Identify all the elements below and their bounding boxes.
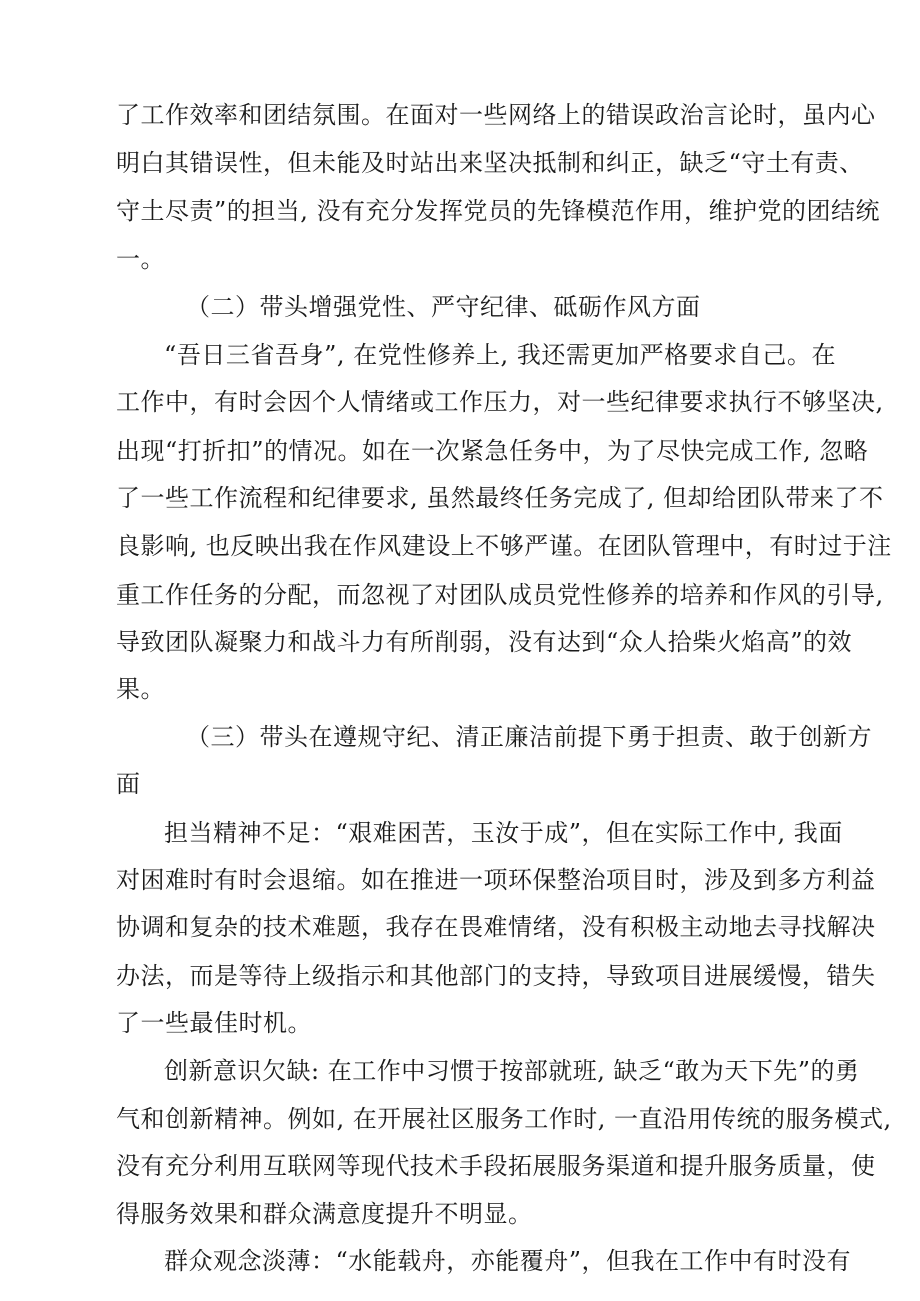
paragraph-line: 一。 [116,245,165,274]
paragraph-line: 担当精神不足：“艰难困苦，玉汝于成”，但在实际工作中, 我面 [164,818,843,847]
paragraph-line: 创新意识欠缺: 在工作中习惯于按部就班, 缺乏“敢为天下先”的勇 [164,1057,860,1086]
paragraph-line: 气和创新精神。例如, 在开展社区服务工作时, 一直沿用传统的服务模式, [116,1104,892,1133]
paragraph-line: 了一些工作流程和纪律要求, 虽然最终任务完成了, 但却给团队带来了不 [116,483,884,512]
paragraph-line: 守土尽责”的担当, 没有充分发挥党员的先锋模范作用，维护党的团结统 [116,196,881,225]
paragraph-line: 明白其错误性，但未能及时站出来坚决抵制和纠正，缺乏“守土有责、 [116,149,864,178]
section-heading: 面 [116,770,141,799]
paragraph-line: 导致团队凝聚力和战斗力有所削弱，没有达到“众人拾柴火焰高”的效 [116,628,853,657]
paragraph-line: 出现“打折扣”的情况。如在一次紧急任务中，为了尽快完成工作, 忽略 [116,436,869,465]
section-heading: （三）带头在遵规守纪、清正廉洁前提下勇于担责、敢于创新方 [186,722,872,751]
paragraph-line: 对困难时有时会退缩。如在推进一项环保整治项目时，涉及到多方利益 [116,865,876,894]
paragraph-line: 果。 [116,675,165,704]
paragraph-line: 没有充分利用互联网等现代技术手段拓展服务渠道和提升服务质量，使 [116,1152,876,1181]
paragraph-line: 办法，而是等待上级指示和其他部门的支持，导致项目进展缓慢，错失 [116,961,876,990]
section-heading: （二）带头增强党性、严守纪律、砥砺作风方面 [186,293,701,322]
paragraph-line: 良影响, 也反映出我在作风建设上不够严谨。在团队管理中，有时过于注 [116,532,892,561]
paragraph-line: “吾日三省吾身”, 在党性修养上, 我还需更加严格要求自己。在 [164,340,836,369]
paragraph-line: 群众观念淡薄：“水能载舟，亦能覆舟”，但我在工作中有时没有 [164,1247,852,1275]
paragraph-line: 协调和复杂的技术难题，我存在畏难情绪，没有积极主动地去寻找解决 [116,913,876,942]
paragraph-line: 了一些最佳时机。 [116,1009,312,1038]
paragraph-line: 重工作任务的分配，而忽视了对团队成员党性修养的培养和作风的引导, [116,580,884,609]
paragraph-line: 了工作效率和团结氛围。在面对一些网络上的错误政治言论时，虽内心 [116,101,876,129]
paragraph-line: 工作中，有时会因个人情绪或工作压力，对一些纪律要求执行不够坚决, [116,388,884,417]
paragraph-line: 得服务效果和群众满意度提升不明显。 [116,1199,533,1228]
